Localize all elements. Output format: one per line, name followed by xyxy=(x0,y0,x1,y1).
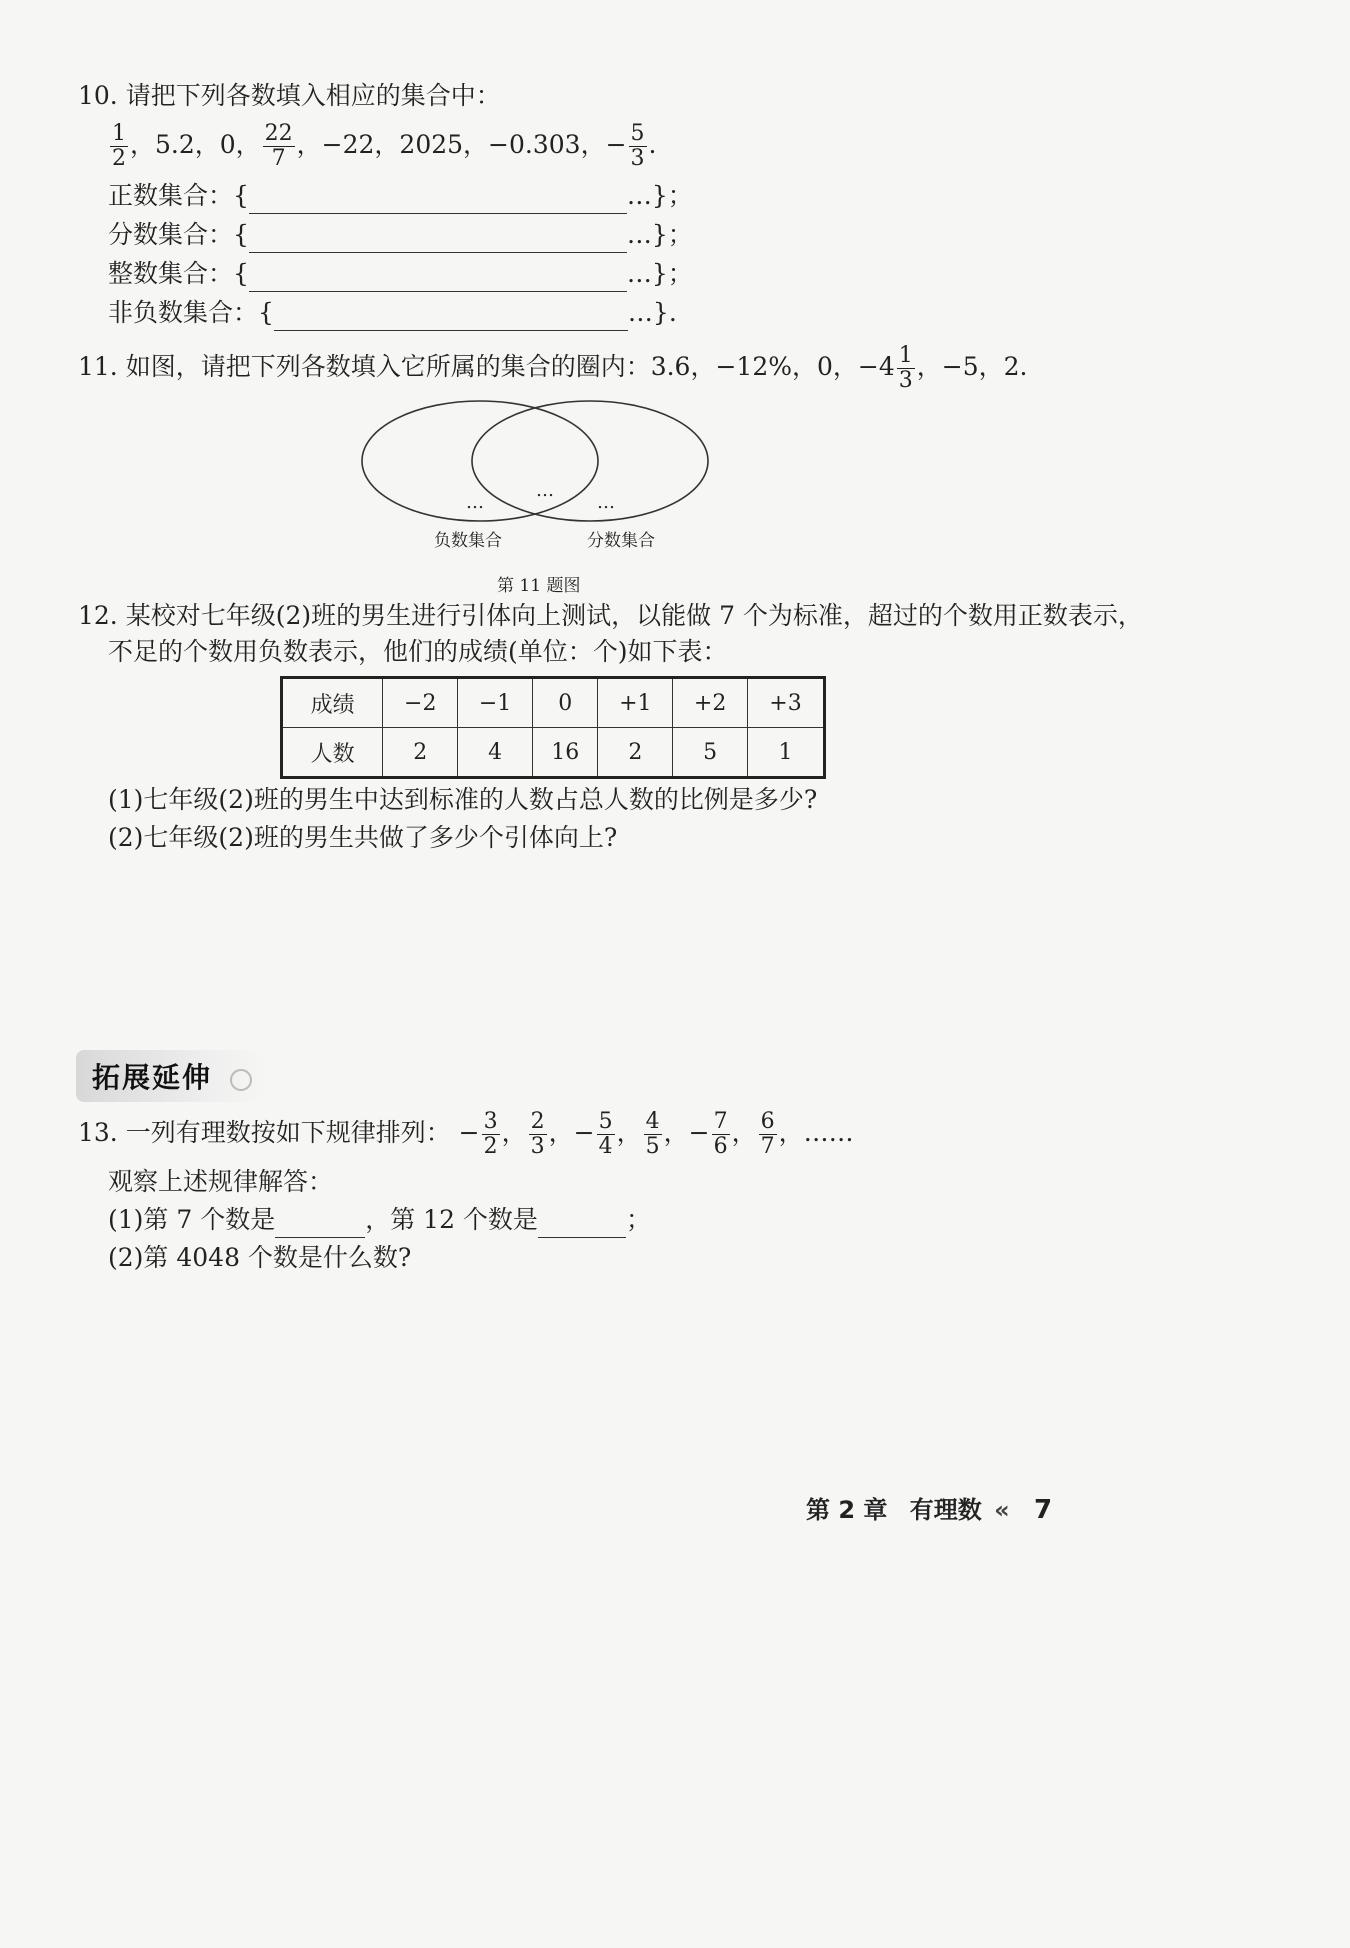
set-positive xyxy=(108,178,693,214)
denominator: 6 xyxy=(713,1134,728,1159)
fraction xyxy=(482,1110,500,1159)
numerator: 6 xyxy=(760,1109,775,1134)
table-cell: 2 xyxy=(383,728,458,778)
fraction xyxy=(897,344,915,393)
table-cell: 16 xyxy=(532,728,597,778)
table-cell: 人数 xyxy=(282,728,383,778)
fraction xyxy=(529,1110,547,1159)
numerator: 3 xyxy=(483,1109,498,1134)
set-tail: …}. xyxy=(627,298,677,327)
set-fraction xyxy=(108,217,693,253)
table-cell: −1 xyxy=(458,678,533,728)
number-list-end: . xyxy=(648,130,657,159)
answer-blank[interactable] xyxy=(274,302,628,331)
set-tail: …}； xyxy=(626,220,693,249)
table-row xyxy=(282,678,825,728)
figure-caption: 第 11 题图 xyxy=(497,576,581,596)
set-label: 正数集合：{ xyxy=(108,181,249,210)
numerator: 4 xyxy=(645,1109,660,1134)
q13-sub1-end: ； xyxy=(625,1205,651,1234)
q10-stem: 10. 请把下列各数填入相应的集合中： xyxy=(78,81,501,110)
separator: ， xyxy=(501,1118,527,1147)
set-label: 非负数集合：{ xyxy=(108,298,274,327)
double-chevron-icon: « xyxy=(994,1496,1010,1524)
denominator: 3 xyxy=(898,368,913,393)
set-integer xyxy=(108,256,693,292)
fraction xyxy=(644,1110,662,1159)
table-cell: 0 xyxy=(532,678,597,728)
q12-sub2: (2)七年级(2)班的男生共做了多少个引体向上? xyxy=(108,823,618,852)
denominator: 3 xyxy=(530,1134,545,1159)
number-list-text: ，5.2，0， xyxy=(130,130,261,159)
chapter-label: 第 2 章 xyxy=(806,1496,888,1524)
ellipsis-middle: … xyxy=(536,480,554,501)
fraction xyxy=(759,1110,777,1159)
q12-line1: 12. 某校对七年级(2)班的男生进行引体向上测试，以能做 7 个为标准，超过的个数用正数表示， xyxy=(78,601,1143,630)
q13-stem-text: 13. 一列有理数按如下规律排列： xyxy=(78,1118,451,1147)
q13-sub1 xyxy=(108,1202,651,1238)
q13-stem xyxy=(78,1110,854,1159)
q13-sub1-text: ，第 12 个数是 xyxy=(365,1205,538,1234)
table-cell: 5 xyxy=(673,728,748,778)
table-cell: 2 xyxy=(598,728,673,778)
table-cell: 4 xyxy=(458,728,533,778)
table-cell: 成绩 xyxy=(282,678,383,728)
set-label: 分数集合：{ xyxy=(108,220,249,249)
table-cell: +1 xyxy=(598,678,673,728)
fraction xyxy=(110,122,128,171)
denominator: 2 xyxy=(483,1134,498,1159)
ellipsis: ，…… xyxy=(778,1118,854,1147)
answer-blank[interactable] xyxy=(275,1209,365,1238)
separator: ， xyxy=(663,1118,689,1147)
numerator: 2 xyxy=(530,1109,545,1134)
denominator: 2 xyxy=(112,146,126,171)
separator: ， xyxy=(731,1118,757,1147)
ellipsis-right: … xyxy=(597,492,615,513)
q11-stem-text: 11. 如图，请把下列各数填入它所属的集合的圈内：3.6，−12%，0，−4 xyxy=(78,352,895,381)
numerator: 7 xyxy=(713,1109,728,1134)
set-nonnegative xyxy=(108,295,677,331)
minus-sign: − xyxy=(688,1118,710,1147)
q11-stem-end: ，−5，2. xyxy=(916,352,1028,381)
section-banner xyxy=(76,1050,268,1102)
q13-sub1-text: (1)第 7 个数是 xyxy=(108,1205,276,1234)
fraction xyxy=(597,1110,615,1159)
q10-numbers xyxy=(108,122,656,171)
page-number: 7 xyxy=(1034,1495,1053,1525)
q13-sequence xyxy=(458,1109,854,1159)
numerator: 5 xyxy=(598,1109,613,1134)
q13-observe: 观察上述规律解答： xyxy=(108,1167,334,1196)
denominator: 3 xyxy=(630,146,645,171)
fraction xyxy=(263,122,295,171)
lightbulb-icon xyxy=(230,1069,252,1091)
page-footer xyxy=(806,1490,1052,1525)
fraction-set-label: 分数集合 xyxy=(587,531,655,551)
set-label: 整数集合：{ xyxy=(108,259,249,288)
q12-sub1: (1)七年级(2)班的男生中达到标准的人数占总人数的比例是多少? xyxy=(108,785,818,814)
fraction xyxy=(712,1110,730,1159)
numerator: 1 xyxy=(112,121,126,146)
set-tail: …}； xyxy=(626,181,693,210)
table-cell: 1 xyxy=(748,728,825,778)
chapter-title: 有理数 xyxy=(909,1496,982,1524)
ellipsis-left: … xyxy=(466,492,484,513)
minus-sign: − xyxy=(573,1118,595,1147)
score-table xyxy=(280,676,826,779)
denominator: 4 xyxy=(598,1134,613,1159)
section-title: 拓展延伸 xyxy=(92,1061,213,1094)
fraction-set-circle[interactable] xyxy=(472,401,708,521)
table-cell: −2 xyxy=(383,678,458,728)
number-list-text: ，−22，2025，−0.303，− xyxy=(296,130,627,159)
answer-blank[interactable] xyxy=(538,1209,626,1238)
minus-sign: − xyxy=(458,1118,480,1147)
q11-stem xyxy=(78,344,1027,393)
numerator: 1 xyxy=(898,343,913,368)
fraction xyxy=(629,122,647,171)
q12-line2: 不足的个数用负数表示，他们的成绩(单位：个)如下表： xyxy=(108,637,728,666)
numerator: 22 xyxy=(264,121,293,146)
denominator: 5 xyxy=(645,1134,660,1159)
denominator: 7 xyxy=(271,146,286,171)
q13-sub2: (2)第 4048 个数是什么数? xyxy=(108,1243,412,1272)
denominator: 7 xyxy=(760,1134,775,1159)
table-cell: +2 xyxy=(673,678,748,728)
negative-set-label: 负数集合 xyxy=(434,531,502,551)
table-cell: +3 xyxy=(748,678,825,728)
answer-blank[interactable] xyxy=(249,185,627,214)
separator: ， xyxy=(548,1118,574,1147)
answer-blank[interactable] xyxy=(249,224,627,253)
set-tail: …}； xyxy=(626,259,693,288)
answer-blank[interactable] xyxy=(249,263,627,292)
numerator: 5 xyxy=(630,121,645,146)
separator: ， xyxy=(616,1118,642,1147)
table-row xyxy=(282,728,825,778)
